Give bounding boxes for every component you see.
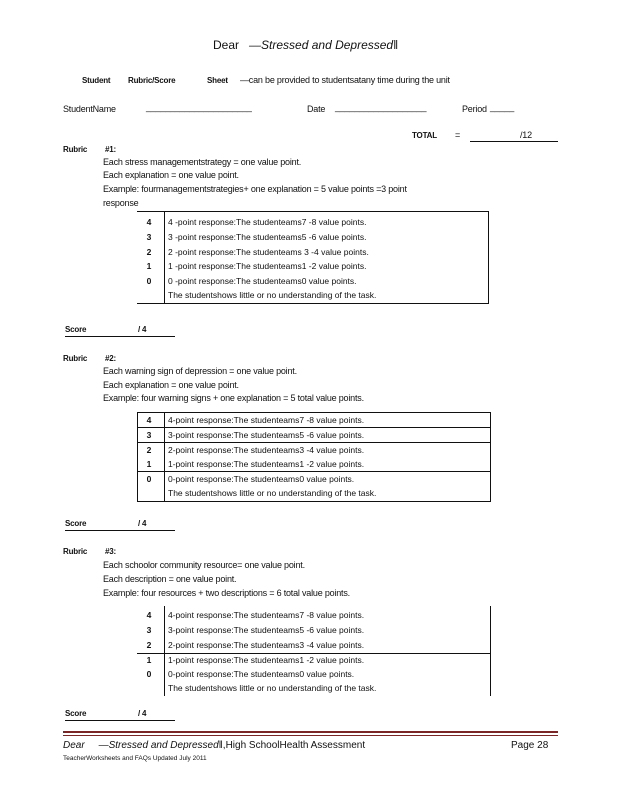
rubric-1-head: Rubric — [63, 145, 88, 154]
total-underline — [470, 141, 558, 142]
intro-student: Student — [82, 76, 111, 85]
rubric-2-num: #2: — [105, 354, 116, 363]
rubric-3-score-value: / 4 — [138, 709, 147, 718]
total-value: /12 — [520, 130, 532, 140]
period-label: Period — [462, 104, 487, 114]
rubric-2-score-label: Score — [65, 519, 87, 528]
rubric-2-score-value: / 4 — [138, 519, 147, 528]
rubric-1-score-underline[interactable] — [65, 336, 175, 337]
footer-italic-title: —Stressed and Depressed‖ — [98, 740, 223, 751]
intro-text: —can be provided to studentsatany time during the unit — [240, 75, 450, 85]
intro-rubric-score: Rubric/Score — [128, 76, 176, 85]
date-label: Date — [307, 104, 326, 114]
rubric-3-line-1: Each schoolor community resource= one value point. — [103, 560, 305, 570]
rubric-2-line-3: Example: four warning signs + one explanation = 5 total value points. — [103, 393, 364, 403]
title-italic: —Stressed and Depressed‖ — [249, 38, 399, 52]
footer-rest: ,High SchoolHealth Assessment — [222, 740, 366, 751]
footer-page: Page 28 — [511, 740, 549, 751]
rubric-1-score-label: Score — [65, 325, 87, 334]
name-label: StudentName — [63, 104, 116, 114]
rubric-1-score-value: / 4 — [138, 325, 147, 334]
rubric-3-line-2: Each description = one value point. — [103, 574, 237, 584]
page-title — [213, 38, 398, 52]
intro-sheet: Sheet — [207, 76, 228, 85]
rubric-1-line-1: Each stress managementstrategy = one value point. — [103, 157, 302, 167]
footer-subline: TeacherWorksheets and FAQs Updated July 2011 — [63, 755, 207, 762]
period-field[interactable]: _____ — [490, 102, 515, 112]
total-eq: = — [455, 130, 461, 140]
rubric-1-num: #1: — [105, 145, 116, 154]
rubric-3-head: Rubric — [63, 547, 88, 556]
rubric-3-line-3: Example: four resources + two descriptions = 6 total value points. — [103, 588, 350, 598]
rubric-3-num: #3: — [105, 547, 116, 556]
rubric-3-score-label: Score — [65, 709, 87, 718]
rubric-3-score-underline[interactable] — [65, 720, 175, 721]
total-label: TOTAL — [412, 131, 437, 140]
rubric-1-line-2: Each explanation = one value point. — [103, 170, 239, 180]
date-field[interactable]: ___________________ — [335, 102, 427, 112]
title-prefix: Dear — [213, 38, 240, 52]
rubric-2-score-underline[interactable] — [65, 530, 175, 531]
rubric-2-line-1: Each warning sign of depression = one value point. — [103, 366, 297, 376]
rubric-2-head: Rubric — [63, 354, 88, 363]
footer-title — [63, 740, 365, 751]
rubric-1-line-3: Example: fourmanagementstrategies+ one explanation = 5 value points =3 point — [103, 184, 407, 194]
rubric-2-line-2: Each explanation = one value point. — [103, 380, 239, 390]
footer-dear: Dear — [63, 740, 85, 751]
rubric-1-line-4: response — [103, 198, 139, 208]
name-field[interactable]: ______________________ — [146, 102, 252, 112]
